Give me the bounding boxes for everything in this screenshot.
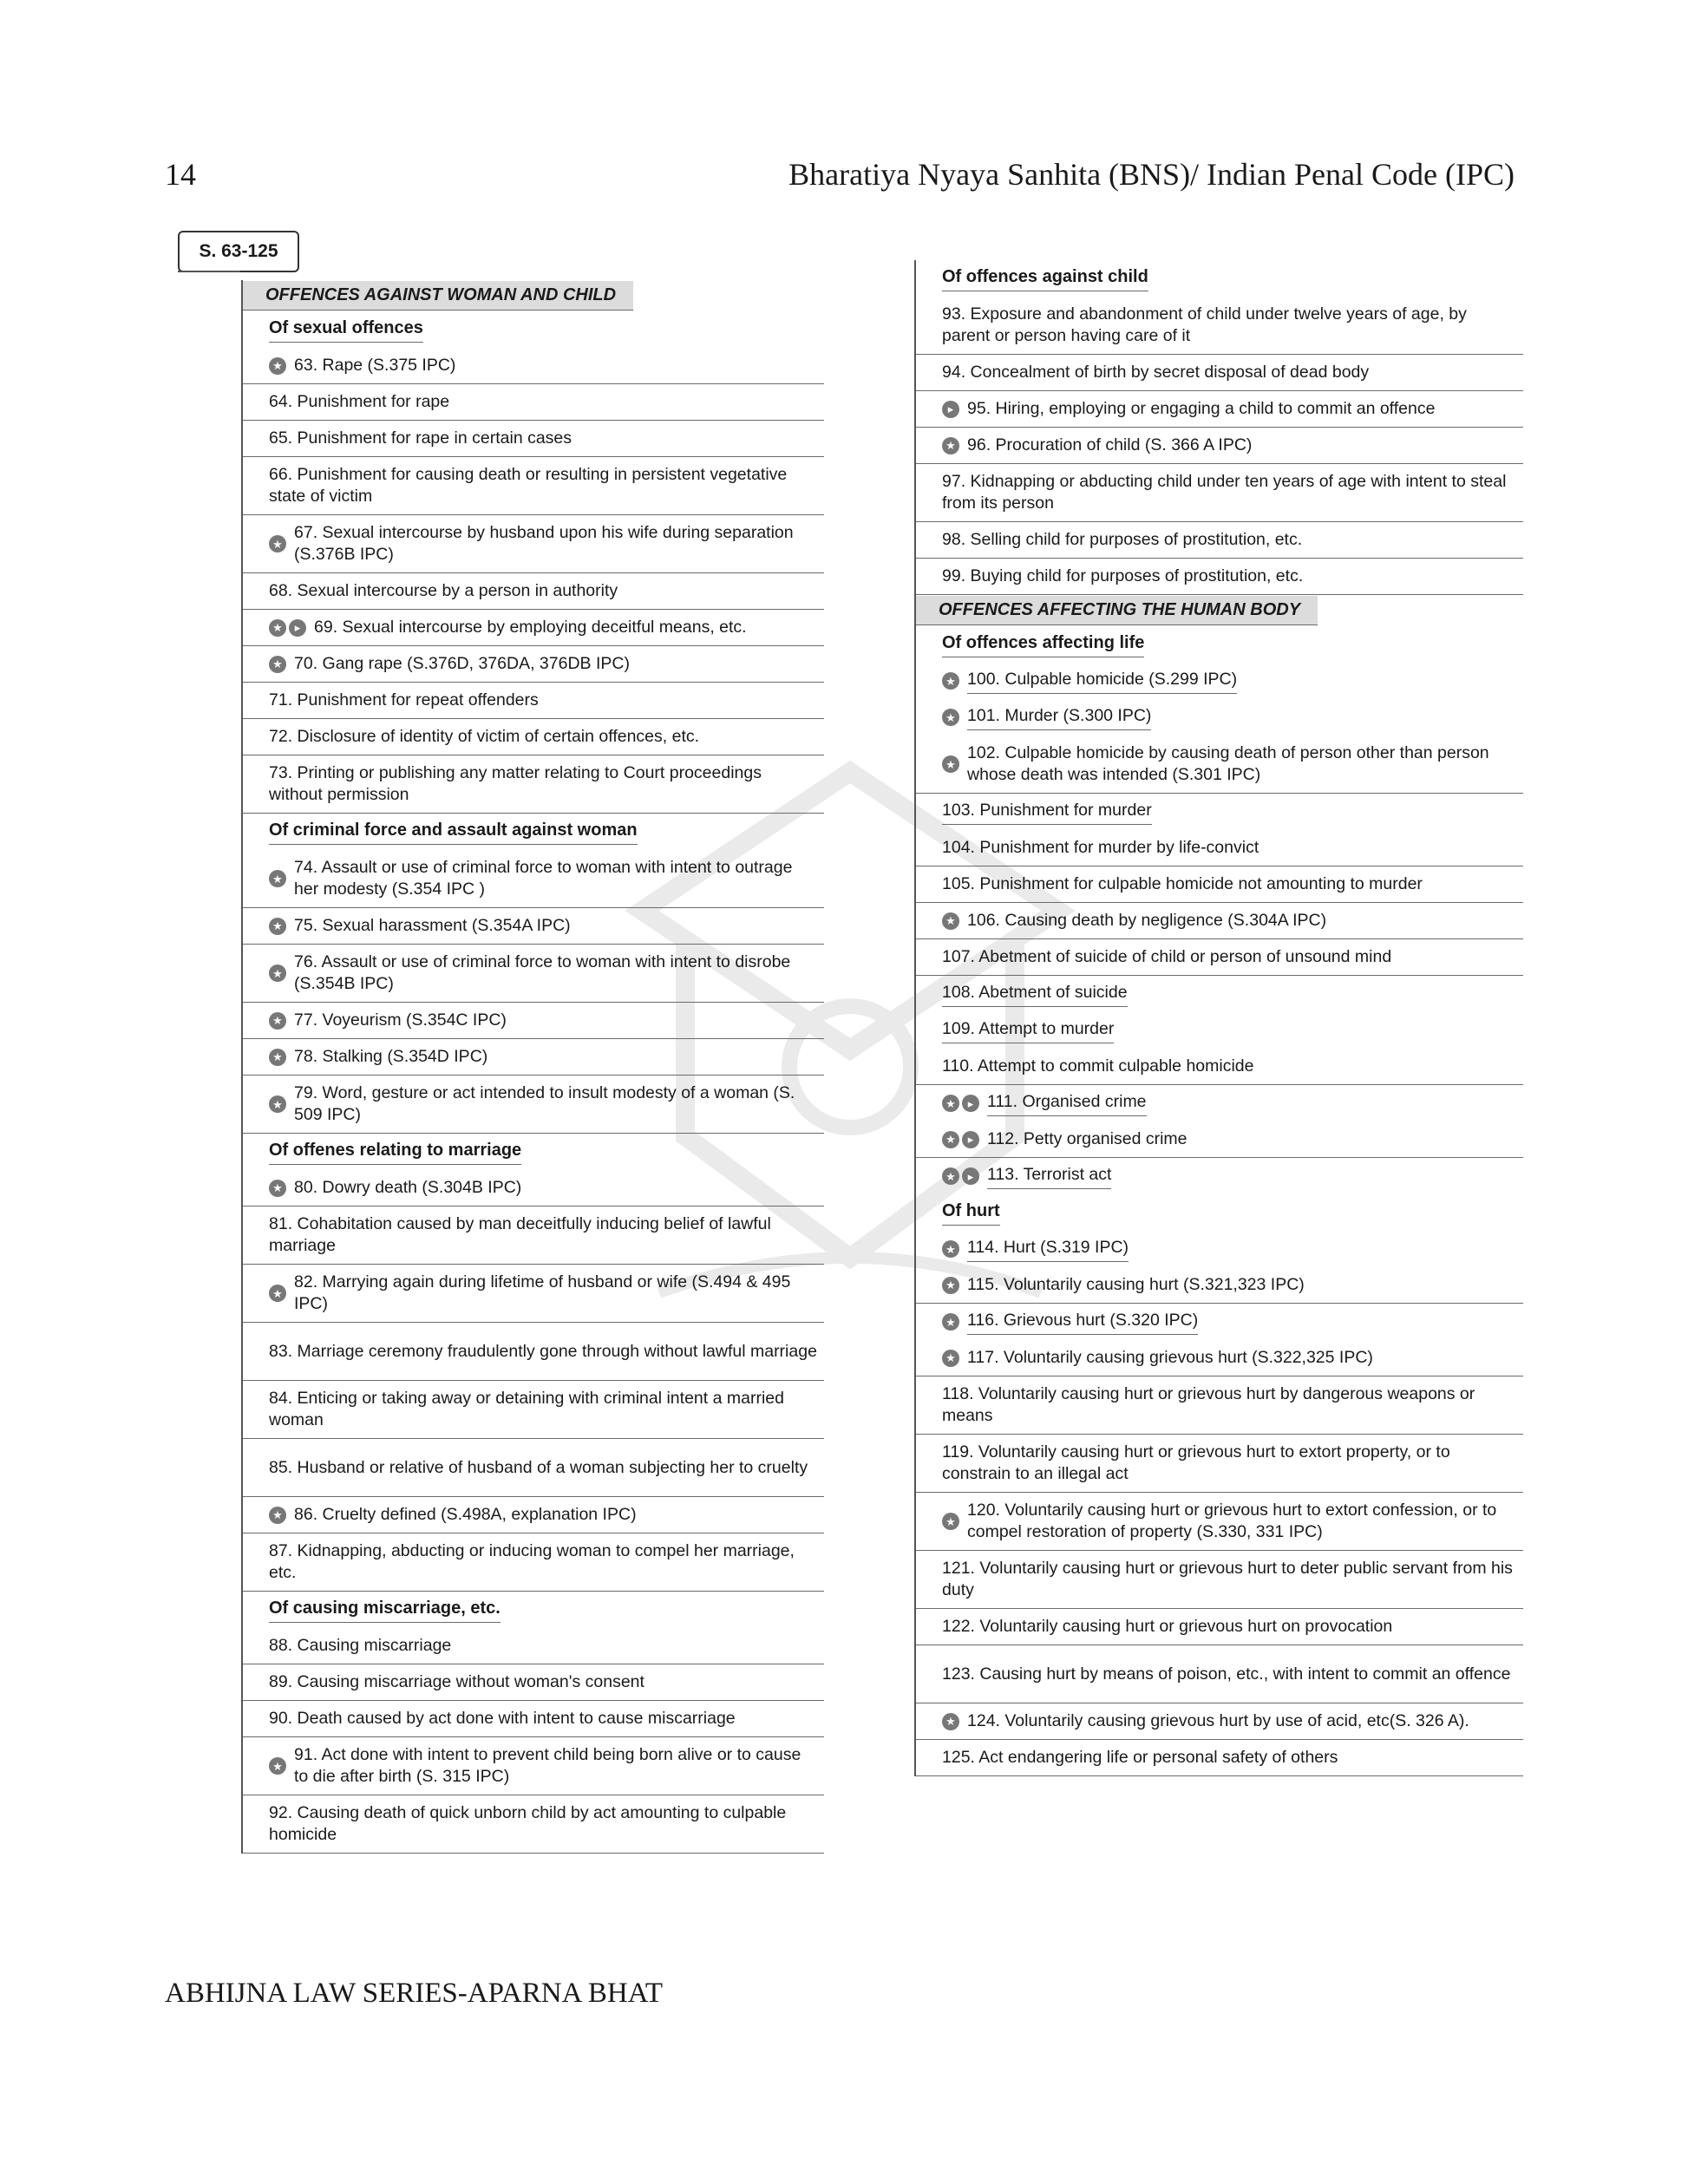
section-entry: [243, 610, 824, 646]
subcategory-heading: [243, 814, 824, 850]
section-entry-text: 112. Petty organised crime: [987, 1129, 1187, 1148]
star-icon: ★: [269, 1049, 286, 1066]
section-entry-text: 100. Culpable homicide (S.299 IPC): [967, 669, 1237, 694]
section-entry: [243, 755, 824, 814]
subcategory-heading-text: Of causing miscarriage, etc.: [269, 1598, 501, 1623]
section-entry-text: 86. Cruelty defined (S.498A, explanation IPC): [294, 1505, 637, 1524]
star-icon: ★: [942, 437, 959, 454]
section-entry: [916, 1304, 1523, 1340]
entry-icons: [269, 535, 289, 553]
section-entry: [916, 355, 1523, 391]
section-entry: [916, 1493, 1523, 1551]
star-icon: ★: [269, 1285, 286, 1302]
section-entry-text: 122. Voluntarily causing hurt or grievous hurt on provocation: [942, 1617, 1393, 1636]
star-icon: ★: [942, 912, 959, 930]
section-entry-text: 98. Selling child for purposes of prostitution, etc.: [942, 530, 1303, 549]
section-entry: [916, 699, 1523, 736]
section-entry: [916, 736, 1523, 794]
subcategory-heading-text: Of hurt: [942, 1200, 1000, 1226]
section-entry-text: 94. Concealment of birth by secret disposal of dead body: [942, 363, 1370, 382]
entry-icons: [269, 964, 289, 982]
section-entry-text: 123. Causing hurt by means of poison, etc., with intent to commit an offence: [942, 1664, 1511, 1684]
section-entry-text: 83. Marriage ceremony fraudulently gone through without lawful marriage: [269, 1341, 817, 1361]
star-icon: ★: [269, 535, 286, 553]
section-entry: [243, 573, 824, 610]
section-entry: [916, 903, 1523, 939]
star-icon: ★: [942, 1713, 959, 1730]
section-entry: [243, 1664, 824, 1701]
new-icon: ▸: [962, 1167, 979, 1185]
subcategory-heading-text: Of offences against child: [942, 266, 1148, 291]
section-entry-text: 97. Kidnapping or abducting child under ten years of age with intent to steal from its person: [942, 472, 1507, 513]
section-entry: [916, 830, 1523, 866]
entry-icons: [269, 1012, 289, 1030]
entry-icons: [269, 1507, 289, 1524]
entry-icons: [269, 656, 289, 673]
star-icon: ★: [269, 870, 286, 887]
section-entry-text: 65. Punishment for rape in certain cases: [269, 428, 572, 448]
section-entry-text: 70. Gang rape (S.376D, 376DA, 376DB IPC): [294, 654, 630, 673]
section-entry: [916, 976, 1523, 1012]
section-entry-text: 115. Voluntarily causing hurt (S.321,323 IPC): [967, 1275, 1305, 1294]
new-icon: ▸: [962, 1131, 979, 1148]
section-entry-text: 64. Punishment for rape: [269, 392, 450, 411]
section-entry-text: 114. Hurt (S.319 IPC): [967, 1237, 1129, 1262]
subcategory-heading: [243, 1134, 824, 1170]
section-entry: [243, 348, 824, 384]
section-entry: [243, 1323, 824, 1381]
star-icon: ★: [942, 1131, 959, 1148]
entry-icons: [269, 1049, 289, 1066]
star-icon: ★: [942, 1095, 959, 1112]
section-entry-text: 80. Dowry death (S.304B IPC): [294, 1178, 522, 1197]
section-entry: [916, 1085, 1523, 1121]
section-entry-text: 95. Hiring, employing or engaging a child to commit an offence: [967, 399, 1436, 418]
section-entry: [243, 1265, 824, 1323]
section-entry: [243, 1039, 824, 1076]
section-entry-text: 74. Assault or use of criminal force to woman with intent to outrage her modesty (S.354 IPC ): [294, 858, 793, 899]
section-entry: [916, 297, 1523, 355]
star-icon: ★: [942, 709, 959, 726]
section-entry: [243, 1003, 824, 1039]
star-icon: ★: [269, 619, 286, 637]
entry-icons: [269, 1285, 289, 1302]
section-entry: [243, 457, 824, 515]
section-entry: [243, 1381, 824, 1439]
section-entry-text: 90. Death caused by act done with intent to cause miscarriage: [269, 1709, 736, 1728]
section-entry: [916, 1049, 1523, 1085]
section-entry-text: 118. Voluntarily causing hurt or grievous hurt by dangerous weapons or means: [942, 1384, 1475, 1425]
section-entry-text: 99. Buying child for purposes of prostitution, etc.: [942, 566, 1304, 585]
section-entry-text: 104. Punishment for murder by life-convict: [942, 838, 1259, 857]
star-icon: ★: [269, 1180, 286, 1197]
category-heading-text: OFFENCES AGAINST WOMAN AND CHILD: [243, 281, 633, 311]
section-entry-text: 79. Word, gesture or act intended to insult modesty of a woman (S. 509 IPC): [294, 1083, 795, 1124]
section-entry-text: 88. Causing miscarriage: [269, 1636, 452, 1655]
section-entry-text: 107. Abetment of suicide of child or person of unsound mind: [942, 947, 1392, 966]
entry-icons: [269, 1180, 289, 1197]
entry-icons: [269, 870, 289, 887]
section-entry: [916, 1121, 1523, 1158]
section-entry-text: 72. Disclosure of identity of victim of certain offences, etc.: [269, 727, 700, 746]
section-entry-text: 69. Sexual intercourse by employing deceitful means, etc.: [314, 618, 747, 637]
section-entry-text: 68. Sexual intercourse by a person in authority: [269, 581, 618, 600]
star-icon: ★: [942, 1350, 959, 1367]
section-entry-text: 67. Sexual intercourse by husband upon his wife during separation (S.376B IPC): [294, 523, 794, 564]
section-entry: [243, 421, 824, 457]
section-entry: [243, 1533, 824, 1592]
star-icon: ★: [942, 1513, 959, 1530]
entry-icons: [942, 1240, 962, 1258]
running-head: Bharatiya Nyaya Sanhita (BNS)/ Indian Penal Code (IPC): [788, 157, 1515, 192]
section-entry: [243, 908, 824, 945]
subcategory-heading: [916, 1194, 1523, 1231]
right-column: [914, 260, 1523, 1776]
section-entry: [243, 850, 824, 908]
entry-icons: [269, 357, 289, 375]
section-entry: [916, 1703, 1523, 1740]
section-entry-text: 93. Exposure and abandonment of child under twelve years of age, by parent or person having care of it: [942, 304, 1467, 345]
section-entry: [916, 794, 1523, 830]
section-entry-text: 105. Punishment for culpable homicide not amounting to murder: [942, 874, 1423, 893]
section-entry-text: 121. Voluntarily causing hurt or grievous hurt to deter public servant from his duty: [942, 1559, 1513, 1599]
star-icon: ★: [269, 964, 286, 982]
entry-icons: [269, 1095, 289, 1113]
section-entry-text: 71. Punishment for repeat offenders: [269, 690, 539, 709]
section-entry-text: 117. Voluntarily causing grievous hurt (S.322,325 IPC): [967, 1348, 1373, 1367]
subcategory-heading-text: Of sexual offences: [269, 317, 423, 343]
entry-icons: [942, 1095, 982, 1112]
subcategory-heading-text: Of offenes relating to marriage: [269, 1140, 521, 1165]
subcategory-heading-text: Of criminal force and assault against woman: [269, 820, 638, 845]
section-entry-text: 119. Voluntarily causing hurt or grievous hurt to extort property, or to constrain to an illegal act: [942, 1442, 1450, 1483]
section-entry-text: 96. Procuration of child (S. 366 A IPC): [967, 435, 1253, 454]
section-entry: [916, 1012, 1523, 1049]
section-entry: [916, 1645, 1523, 1703]
section-entry: [243, 945, 824, 1003]
subcategory-heading: [916, 626, 1523, 663]
section-range-tag: S. 63-125: [178, 231, 299, 272]
section-entry: [916, 1231, 1523, 1267]
section-entry: [916, 939, 1523, 976]
section-entry: [243, 1439, 824, 1497]
new-icon: ▸: [962, 1095, 979, 1112]
section-entry-text: 66. Punishment for causing death or resulting in persistent vegetative state of victim: [269, 465, 788, 506]
section-entry: [243, 1076, 824, 1134]
section-entry: [243, 719, 824, 755]
subcategory-heading: [243, 311, 824, 348]
category-heading: [243, 280, 824, 311]
section-entry: [916, 1740, 1523, 1776]
section-entry: [916, 1609, 1523, 1645]
section-entry-text: 77. Voyeurism (S.354C IPC): [294, 1010, 507, 1030]
entry-icons: [942, 1131, 982, 1148]
entry-icons: [942, 401, 962, 418]
section-entry: [916, 1158, 1523, 1194]
section-entry-text: 92. Causing death of quick unborn child by act amounting to culpable homicide: [269, 1803, 787, 1844]
entry-icons: [942, 1167, 982, 1185]
page-number: 14: [165, 157, 196, 192]
subcategory-heading: [916, 260, 1523, 297]
section-entry: [916, 866, 1523, 903]
section-entry-text: 87. Kidnapping, abducting or inducing woman to compel her marriage, etc.: [269, 1541, 795, 1582]
section-entry: [916, 464, 1523, 522]
section-entry: [916, 559, 1523, 595]
entry-icons: [269, 1757, 289, 1775]
section-entry: [916, 1340, 1523, 1376]
section-entry-text: 78. Stalking (S.354D IPC): [294, 1047, 488, 1066]
section-entry: [916, 428, 1523, 464]
section-entry: [243, 515, 824, 573]
star-icon: ★: [942, 1313, 959, 1331]
tag-connector-line: [178, 271, 240, 272]
star-icon: ★: [942, 672, 959, 690]
section-entry: [916, 663, 1523, 699]
star-icon: ★: [269, 357, 286, 375]
star-icon: ★: [269, 1095, 286, 1113]
section-entry-text: 89. Causing miscarriage without woman's consent: [269, 1672, 644, 1691]
section-entry-text: 85. Husband or relative of husband of a woman subjecting her to cruelty: [269, 1457, 808, 1477]
section-entry: [243, 1206, 824, 1265]
section-entry-text: 109. Attempt to murder: [942, 1018, 1114, 1043]
star-icon: ★: [942, 1277, 959, 1294]
section-entry-text: 120. Voluntarily causing hurt or grievous hurt to extort confession, or to compel restoration of property (S.330, 331 IPC): [967, 1501, 1497, 1541]
section-entry-text: 103. Punishment for murder: [942, 800, 1152, 825]
section-entry: [243, 683, 824, 719]
section-entry-text: 73. Printing or publishing any matter relating to Court proceedings without permission: [269, 763, 762, 804]
section-entry-text: 124. Voluntarily causing grievous hurt by use of acid, etc(S. 326 A).: [967, 1711, 1469, 1730]
section-entry: [916, 522, 1523, 559]
section-entry-text: 116. Grievous hurt (S.320 IPC): [967, 1310, 1198, 1335]
section-entry: [916, 391, 1523, 428]
section-entry-text: 111. Organised crime: [987, 1091, 1147, 1116]
subcategory-heading-text: Of offences affecting life: [942, 632, 1144, 657]
new-icon: ▸: [942, 401, 959, 418]
star-icon: ★: [269, 1012, 286, 1030]
star-icon: ★: [942, 1240, 959, 1258]
section-entry-text: 75. Sexual harassment (S.354A IPC): [294, 916, 571, 935]
section-entry-text: 91. Act done with intent to prevent child being born alive or to cause to die after birth (S. 315 IPC): [294, 1745, 801, 1786]
section-entry-text: 84. Enticing or taking away or detaining with criminal intent a married woman: [269, 1389, 784, 1429]
section-entry-text: 101. Murder (S.300 IPC): [967, 705, 1151, 730]
section-entry: [243, 1701, 824, 1737]
section-entry: [243, 1497, 824, 1533]
entry-icons: [942, 1350, 962, 1367]
entry-icons: [942, 1513, 962, 1530]
new-icon: ▸: [289, 619, 306, 637]
entry-icons: [942, 755, 962, 773]
category-heading: [916, 595, 1523, 626]
section-entry-text: 113. Terrorist act: [987, 1164, 1111, 1189]
entry-icons: [269, 619, 309, 637]
section-entry: [916, 1551, 1523, 1609]
section-entry-text: 76. Assault or use of criminal force to woman with intent to disrobe (S.354B IPC): [294, 952, 791, 993]
entry-icons: [942, 709, 962, 726]
category-heading-text: OFFENCES AFFECTING THE HUMAN BODY: [916, 596, 1318, 625]
entry-icons: [942, 912, 962, 930]
section-entry: [243, 1795, 824, 1854]
section-entry: [243, 646, 824, 683]
entry-icons: [942, 1277, 962, 1294]
section-entry: [243, 1628, 824, 1664]
star-icon: ★: [942, 755, 959, 773]
left-column: [241, 280, 824, 1854]
entry-icons: [942, 1313, 962, 1331]
section-entry: [916, 1267, 1523, 1304]
star-icon: ★: [269, 1507, 286, 1524]
section-entry: [243, 1737, 824, 1795]
section-entry: [243, 384, 824, 421]
subcategory-heading: [243, 1592, 824, 1628]
section-entry-text: 82. Marrying again during lifetime of husband or wife (S.494 & 495 IPC): [294, 1272, 791, 1313]
section-entry-text: 106. Causing death by negligence (S.304A IPC): [967, 911, 1327, 930]
footer: ABHIJNA LAW SERIES-APARNA BHAT: [165, 1978, 664, 2009]
entry-icons: [942, 437, 962, 454]
section-entry: [916, 1376, 1523, 1435]
entry-icons: [269, 918, 289, 935]
star-icon: ★: [942, 1167, 959, 1185]
section-entry-text: 108. Abetment of suicide: [942, 982, 1128, 1007]
section-entry-text: 102. Culpable homicide by causing death of person other than person whose death was intended (S.301 IPC): [967, 743, 1489, 784]
section-entry-text: 110. Attempt to commit culpable homicide: [942, 1056, 1254, 1076]
star-icon: ★: [269, 1757, 286, 1775]
section-entry-text: 63. Rape (S.375 IPC): [294, 356, 456, 375]
section-entry-text: 125. Act endangering life or personal safety of others: [942, 1748, 1338, 1767]
section-entry-text: 81. Cohabitation caused by man deceitfully inducing belief of lawful marriage: [269, 1214, 771, 1255]
section-entry: [243, 1170, 824, 1206]
section-entry: [916, 1435, 1523, 1493]
entry-icons: [942, 672, 962, 690]
entry-icons: [942, 1713, 962, 1730]
star-icon: ★: [269, 656, 286, 673]
star-icon: ★: [269, 918, 286, 935]
